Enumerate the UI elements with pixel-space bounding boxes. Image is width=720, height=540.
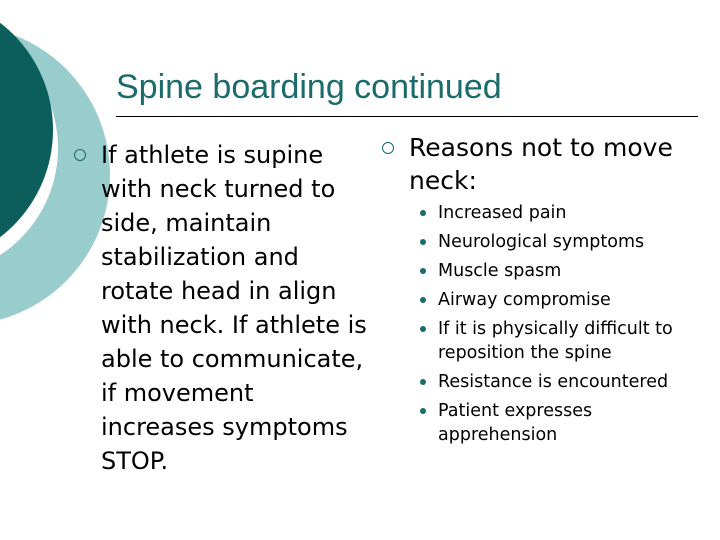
list-item-text: If it is physically difficult to reposition the spine <box>438 319 673 363</box>
right-bullet-heading: Reasons not to move neck: <box>409 133 673 195</box>
left-bullet-text: If athlete is supine with neck turned to side, maintain stabilization and rotate head in align with neck. If athlete is able to communicate, if movement increases symptoms STOP. <box>101 141 367 475</box>
list-item-text: Increased pain <box>438 203 567 223</box>
hollow-circle-icon <box>382 142 394 154</box>
filled-dot-icon <box>420 408 426 414</box>
list-item <box>420 201 712 225</box>
list-item-text: Muscle spasm <box>438 261 562 281</box>
filled-dot-icon <box>420 210 426 216</box>
right-bullet <box>382 131 712 452</box>
filled-dot-icon <box>420 297 426 303</box>
slide-title: Spine boarding continued <box>116 68 502 106</box>
left-bullet <box>74 138 374 478</box>
list-item-text: Patient expresses apprehension <box>438 401 593 445</box>
title-underline <box>116 116 698 117</box>
reasons-list <box>420 201 712 447</box>
list-item <box>420 399 712 447</box>
filled-dot-icon <box>420 379 426 385</box>
list-item <box>420 230 712 254</box>
filled-dot-icon <box>420 326 426 332</box>
list-item <box>420 259 712 283</box>
list-item <box>420 288 712 312</box>
list-item <box>420 370 712 394</box>
list-item <box>420 317 712 365</box>
hollow-circle-icon <box>74 149 86 161</box>
list-item-text: Airway compromise <box>438 290 611 310</box>
filled-dot-icon <box>420 268 426 274</box>
filled-dot-icon <box>420 239 426 245</box>
list-item-text: Neurological symptoms <box>438 232 645 252</box>
list-item-text: Resistance is encountered <box>438 372 669 392</box>
